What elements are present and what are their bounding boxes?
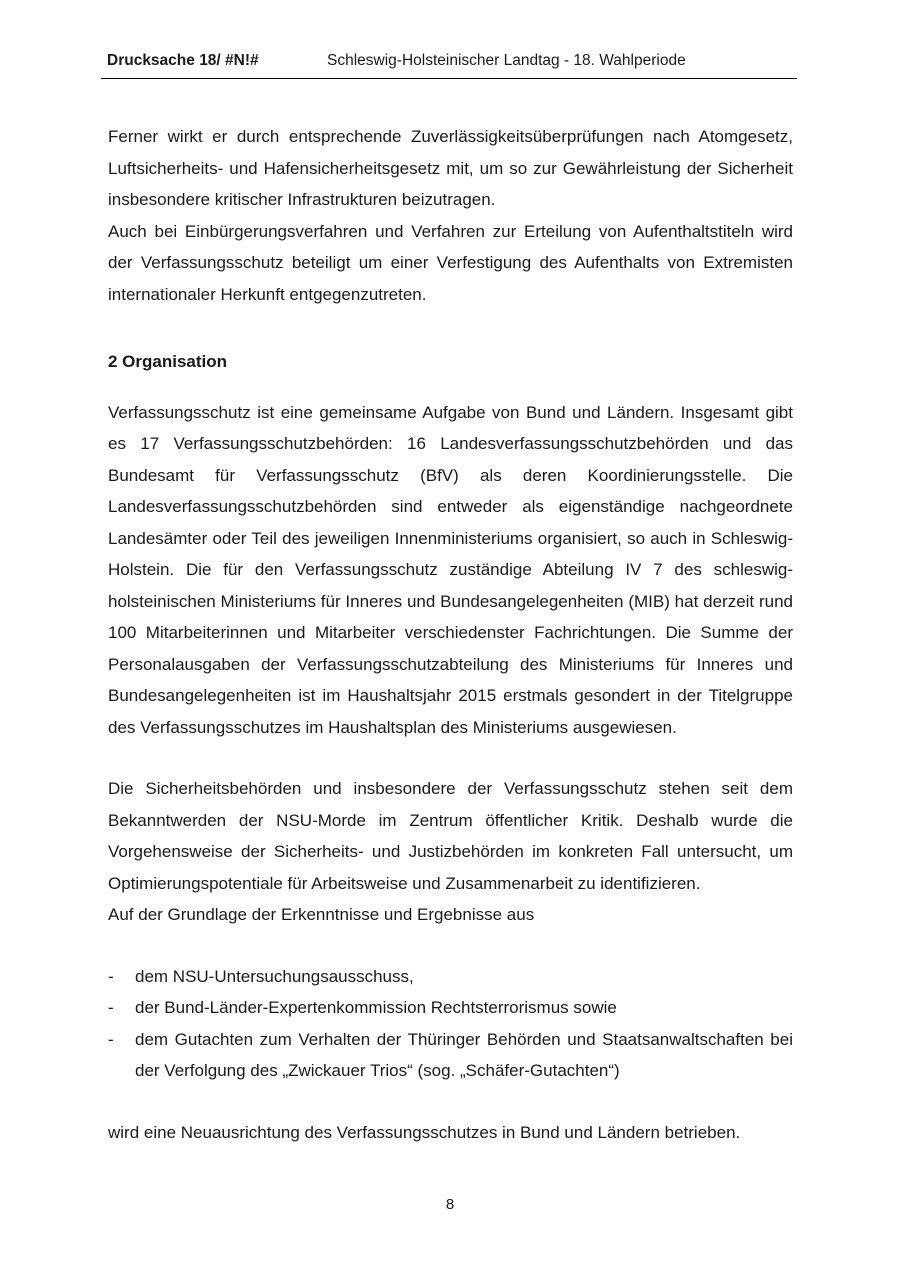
list-item-text: der Bund-Länder-Expertenkommission Rechtsterrorismus sowie [135,998,617,1017]
list-item [108,992,793,1024]
bullet-dash: - [108,966,114,986]
paragraph: wird eine Neuausrichtung des Verfassungsschutzes in Bund und Ländern betrieben. [108,1122,741,1142]
section-heading: 2 Organisation [108,352,228,371]
header-title: Schleswig-Holsteinischer Landtag - 18. Wahlperiode [327,52,686,69]
list-item-text: dem Gutachten zum Verhalten der Thüringer Behörden und Staatsanwaltschaften bei der Verfolgung des „Zwickauer Trios“ (sog. „Schäfer-Gutachten“) [135,1029,793,1080]
document-body [108,121,793,1148]
list-item [108,1024,793,1087]
bullet-dash: - [108,1029,114,1049]
list-item [108,961,793,993]
bullet-list [108,961,793,1087]
list-item-text: dem NSU-Untersuchungsausschuss, [135,966,414,986]
paragraph: Verfassungsschutz ist eine gemeinsame Aufgabe von Bund und Ländern. Insgesamt gibt es 17 Verfassungsschutzbehörden: 16 Landesverfassungsschutzbehörden und das Bundesamt für Verfassungsschutz (BfV) als deren Koordinierungsstelle. Die Landesverfassungsschutzbehörden sind entweder als eigenständige nachgeordnete Landesämter oder Teil des jeweiligen Innenministeriums organisiert, so auch in Schleswig-Holstein. Die für den Verfassungsschutz zuständige Abteilung IV 7 des schleswig-holsteinischen Ministeriums für Inneres und Bundesangelegenheiten (MIB) hat derzeit rund 100 Mitarbeiterinnen und Mitarbeiter verschiedenster Fachrichtungen. Die Summe der Personalausgaben der Verfassungsschutzabteilung des Ministeriums für Inneres und Bundesangelegenheiten ist im Haushaltsjahr 2015 erstmals gesondert in der Titelgruppe des Verfassungsschutzes im Haushaltsplan des Ministeriums ausgewiesen. [108,402,793,737]
paragraph: Auf der Grundlage der Erkenntnisse und Ergebnisse aus [108,905,535,924]
document-number: Drucksache 18/ #N!# [107,52,259,69]
page-number: 8 [445,1196,455,1213]
paragraph: Auch bei Einbürgerungsverfahren und Verfahren zur Erteilung von Aufenthaltstiteln wird der Verfassungsschutz beteiligt um einer Verfestigung des Aufenthalts von Extremisten internationaler Herkunft entgegenzutreten. [108,221,793,304]
paragraph: Die Sicherheitsbehörden und insbesondere der Verfassungsschutz stehen seit dem Bekanntwerden der NSU-Morde im Zentrum öffentlicher Kritik. Deshalb wurde die Vorgehensweise der Sicherheits- und Justizbehörden im konkreten Fall untersucht, um Optimierungspotentiale für Arbeitsweise und Zusammenarbeit zu identifizieren. [108,779,793,893]
paragraph: Ferner wirkt er durch entsprechende Zuverlässigkeitsüberprüfungen nach Atomgesetz, Luftsicherheits- und Hafensicherheitsgesetz mit, um so zur Gewährleistung der Sicherheit insbesondere kritischer Infrastrukturen beizutragen. [108,127,793,209]
page-header [101,50,797,79]
bullet-dash: - [108,998,114,1017]
